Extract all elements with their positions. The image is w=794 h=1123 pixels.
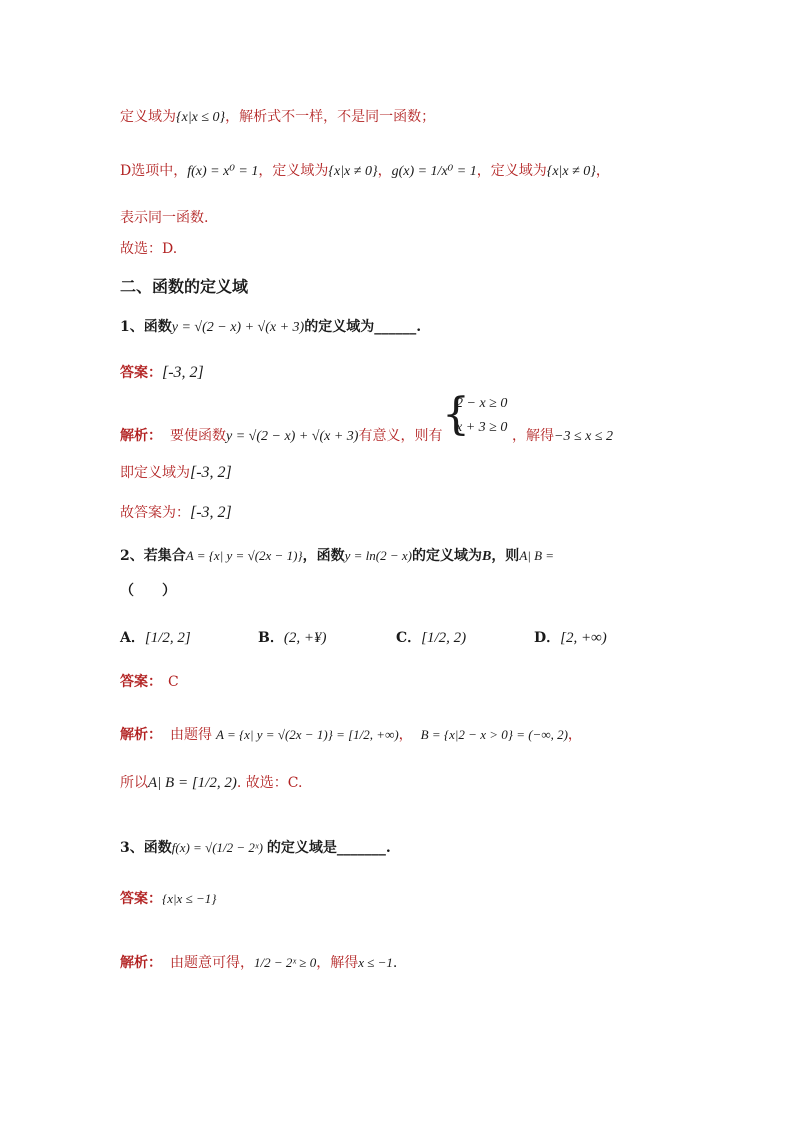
math-intersection: A| B = [1/2, 2)	[148, 775, 237, 791]
option-c	[396, 627, 466, 647]
answer-value: {x|x ≤ −1}	[162, 891, 217, 906]
math-result: x ≤ −1	[358, 955, 393, 970]
conclusion-label: 所以	[120, 775, 148, 791]
question-text: 的定义域为	[411, 548, 482, 564]
analysis-text: ，解得	[316, 955, 359, 971]
answer-label: 答案：	[120, 674, 162, 690]
math-function: y = ln(2 − x)	[344, 548, 412, 563]
text-line-option-d	[120, 160, 610, 180]
math-set-b: B	[481, 549, 492, 564]
answer-value: C	[168, 674, 179, 690]
analysis-sep: ，	[567, 727, 582, 743]
question-2-stem	[120, 545, 554, 565]
question-3-answer	[120, 888, 216, 908]
question-1-analysis-result	[512, 425, 613, 445]
question-1-domain	[120, 462, 232, 482]
math-set-a: A = {x| y = √(2x − 1)} = [1/2, +∞)	[216, 727, 399, 742]
line-mid: ，定义域为	[476, 163, 547, 179]
option-value: [1/2, 2)	[421, 630, 467, 646]
domain-label: 即定义域为	[120, 465, 190, 481]
analysis-text: 有意义，则有	[358, 428, 443, 444]
option-label: C．	[396, 630, 422, 646]
question-number: 2、若集合	[120, 548, 186, 564]
option-d	[534, 627, 607, 647]
question-1-analysis	[120, 425, 442, 445]
question-number: 1、函数	[120, 319, 172, 335]
math-function: y = √(2 − x) + √(x + 3)	[171, 320, 305, 335]
question-text: ，则	[491, 548, 520, 564]
option-value: [1/2, 2]	[144, 630, 191, 646]
math-g: g(x) = 1/x⁰ = 1	[391, 164, 477, 179]
analysis-end: .	[392, 955, 398, 971]
line-label: D选项中，	[120, 163, 188, 179]
question-tail: 的定义域为______.	[304, 319, 422, 335]
question-1-answer	[120, 362, 204, 382]
math-set: {x|x ≤ 0}	[176, 110, 226, 125]
question-2-answer	[120, 671, 179, 691]
question-text: ，函数	[302, 548, 345, 564]
option-value: [2, +∞)	[560, 630, 607, 646]
line-label: 定义域为	[120, 109, 176, 125]
question-1-final	[120, 502, 232, 522]
option-label: A．	[120, 630, 145, 646]
answer-value: [-3, 2]	[162, 364, 204, 381]
conclusion-tail: . 故选：C.	[236, 775, 303, 791]
analysis-label: 解析：	[120, 955, 162, 971]
math-interval: [-3, 2]	[190, 504, 232, 521]
option-a	[120, 627, 191, 647]
analysis-text: 由题得	[170, 727, 212, 743]
math-set: {x|x ≠ 0}	[328, 164, 378, 179]
math-set: {x|x ≠ 0}	[546, 164, 596, 179]
answer-label: 答案：	[120, 365, 162, 381]
analysis-text: 要使函数	[170, 428, 226, 444]
option-label: D．	[534, 630, 561, 646]
text-line-domain-a	[120, 106, 435, 126]
system-line-1: 2 − x ≥ 0	[456, 396, 508, 411]
analysis-label: 解析：	[120, 428, 162, 444]
math-result: −3 ≤ x ≤ 2	[554, 429, 614, 444]
system-brace-icon: {	[442, 389, 470, 440]
line-mid: ，定义域为	[258, 163, 329, 179]
option-value: (2, +¥)	[283, 630, 327, 646]
analysis-label: 解析：	[120, 727, 162, 743]
analysis-text: ，解得	[512, 428, 554, 444]
math-function: y = √(2 − x) + √(x + 3)	[226, 429, 359, 444]
system-line-2: x + 3 ≥ 0	[456, 420, 508, 435]
answer-label: 答案：	[120, 891, 162, 907]
text-line-choice: 故选：D.	[120, 241, 178, 257]
analysis-sep: ，	[398, 727, 413, 743]
analysis-text: 由题意可得，	[170, 955, 254, 971]
question-1-stem	[120, 316, 421, 336]
question-3-stem	[120, 837, 391, 857]
option-label: B．	[258, 630, 284, 646]
math-set-b: B = {x|2 − x > 0} = (−∞, 2)	[420, 727, 568, 742]
section-heading: 二、函数的定义域	[120, 277, 249, 296]
question-2-analysis	[120, 724, 582, 744]
question-2-conclusion	[120, 772, 302, 792]
math-interval: [-3, 2]	[190, 464, 232, 481]
line-tail: ，	[595, 163, 610, 179]
line-tail: ，解析式不一样，不是同一函数；	[225, 109, 436, 125]
question-3-analysis	[120, 952, 397, 972]
math-function: f(x) = √(1/2 − 2ˣ)	[171, 840, 263, 855]
question-2-paren: （ ）	[120, 583, 176, 599]
text-line-conclusion: 表示同一函数.	[120, 210, 209, 226]
math-set-a: A = {x| y = √(2x − 1)}	[185, 548, 303, 563]
math-intersection: A| B =	[519, 548, 555, 563]
math-inequality: 1/2 − 2ˣ ≥ 0	[254, 955, 317, 970]
option-b	[258, 627, 326, 647]
line-sep: ，	[377, 163, 392, 179]
math-f: f(x) = x⁰ = 1	[187, 164, 259, 179]
question-number: 3、函数	[120, 840, 172, 856]
final-label: 故答案为：	[120, 505, 190, 521]
question-tail: 的定义域是_______.	[266, 840, 391, 856]
